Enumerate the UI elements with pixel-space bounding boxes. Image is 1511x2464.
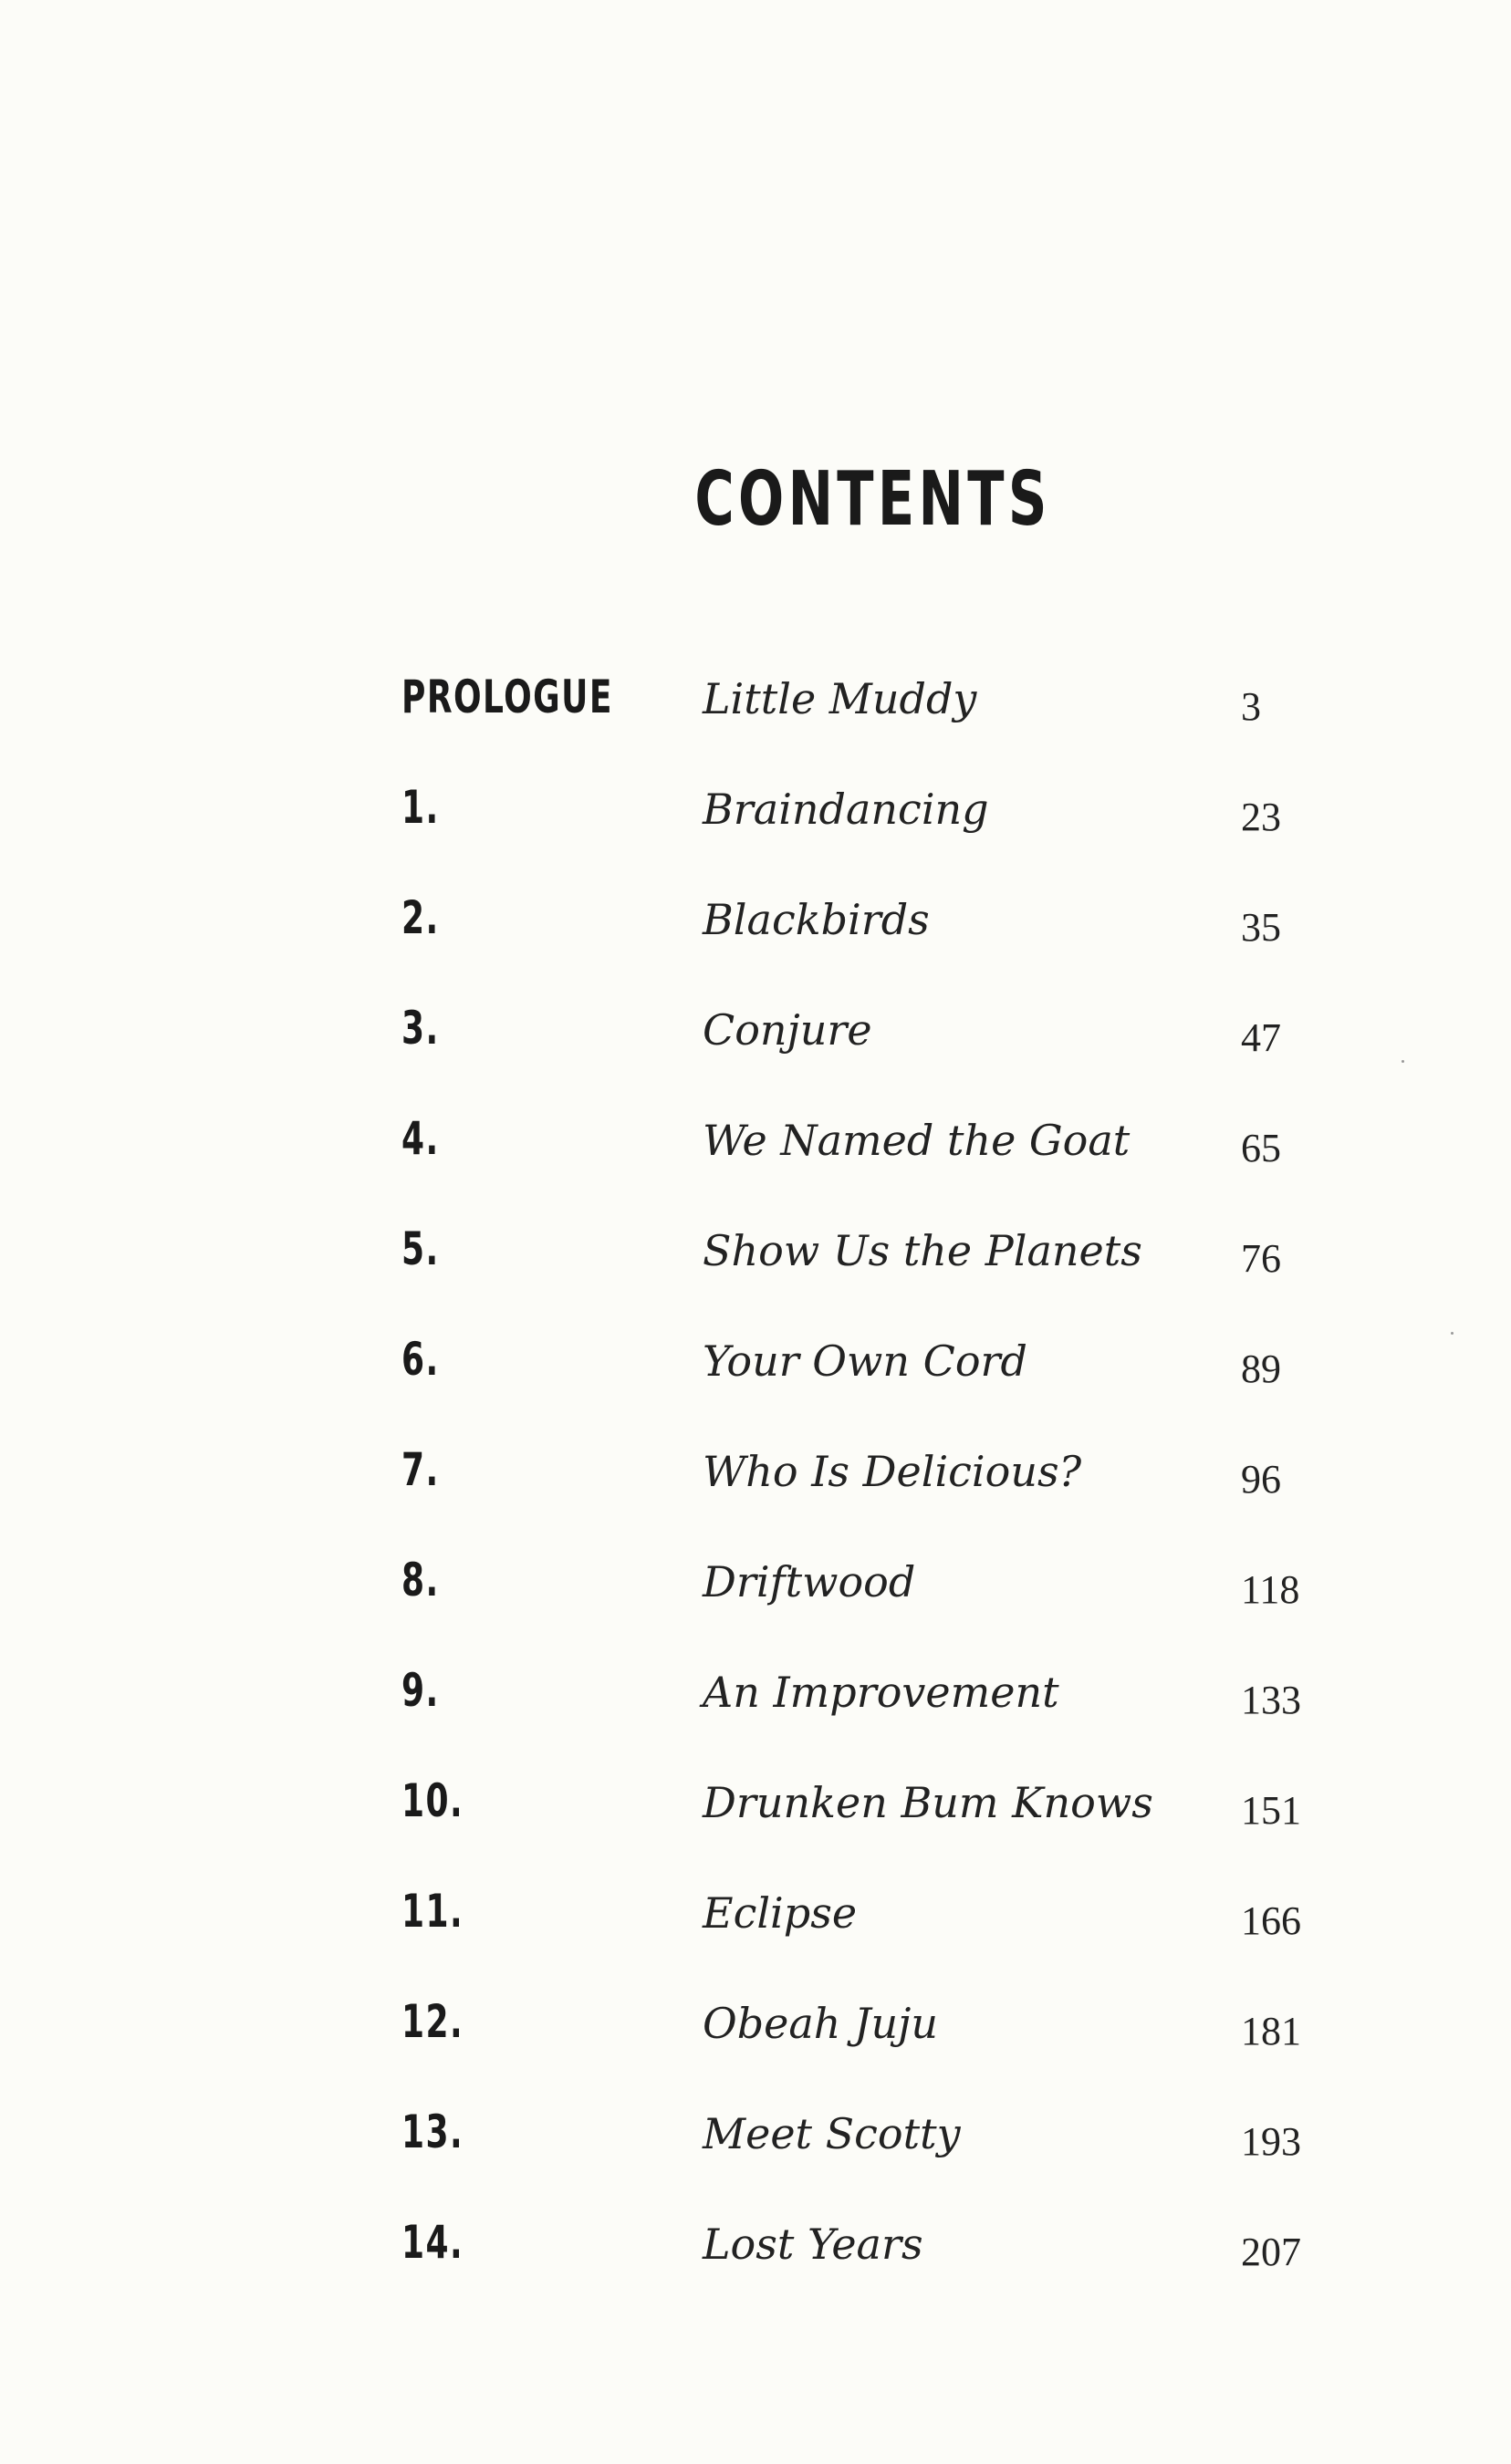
scan-speck: [1451, 1332, 1454, 1335]
page-number: 207: [1241, 2230, 1301, 2274]
chapter-title: Show Us the Planets: [703, 1226, 1142, 1275]
page-number: 47: [1241, 1015, 1281, 1060]
toc-row: [0, 891, 1511, 1002]
chapter-title: Obeah Juju: [703, 1999, 939, 2048]
chapter-title: Braindancing: [703, 785, 989, 834]
chapter-title: Your Own Cord: [703, 1336, 1027, 1386]
chapter-number: 3.: [401, 1002, 440, 1055]
table-of-contents: [0, 671, 1511, 2326]
chapter-title: Little Muddy: [703, 674, 977, 723]
chapter-title: Driftwood: [703, 1557, 916, 1606]
chapter-number: 12.: [401, 1995, 464, 2048]
toc-row: [0, 781, 1511, 891]
chapter-number: 1.: [401, 781, 440, 834]
chapter-number: 11.: [401, 1885, 464, 1938]
chapter-title: Conjure: [703, 1005, 872, 1055]
page-number: 35: [1241, 905, 1281, 950]
chapter-title: An Improvement: [703, 1668, 1059, 1717]
page-number: 23: [1241, 795, 1281, 839]
scan-speck: [1402, 1060, 1404, 1063]
toc-row: [0, 1885, 1511, 1995]
toc-row: [0, 1774, 1511, 1885]
page-number: 3: [1241, 684, 1261, 729]
toc-row: [0, 1995, 1511, 2105]
page-number: 166: [1241, 1898, 1301, 1943]
chapter-number: 6.: [401, 1333, 440, 1386]
toc-row: [0, 1554, 1511, 1664]
chapter-title: Meet Scotty: [703, 2109, 961, 2158]
chapter-title: Drunken Bum Knows: [703, 1778, 1153, 1827]
toc-row: [0, 1002, 1511, 1112]
chapter-number: 9.: [401, 1664, 440, 1717]
toc-row: [0, 1664, 1511, 1774]
page-number: 89: [1241, 1346, 1281, 1391]
chapter-title: Eclipse: [703, 1888, 858, 1938]
chapter-number: 2.: [401, 891, 440, 944]
chapter-number: PROLOGUE: [401, 671, 613, 723]
toc-row: [0, 2216, 1511, 2326]
page-number: 181: [1241, 2009, 1301, 2053]
chapter-number: 10.: [401, 1774, 464, 1827]
chapter-number: 4.: [401, 1112, 440, 1165]
page-number: 193: [1241, 2119, 1301, 2164]
toc-row: [0, 671, 1511, 781]
chapter-number: 5.: [401, 1222, 440, 1275]
toc-row: [0, 1112, 1511, 1222]
chapter-number: 13.: [401, 2105, 464, 2158]
page-title: CONTENTS: [694, 456, 1051, 543]
page-number: 96: [1241, 1457, 1281, 1502]
toc-row: [0, 2105, 1511, 2216]
page-number: 151: [1241, 1788, 1301, 1833]
chapter-title: Lost Years: [703, 2220, 923, 2269]
toc-row: [0, 1443, 1511, 1554]
page-number: 65: [1241, 1126, 1281, 1170]
chapter-number: 7.: [401, 1443, 440, 1496]
chapter-number: 8.: [401, 1554, 440, 1606]
toc-row: [0, 1333, 1511, 1443]
page-number: 133: [1241, 1678, 1301, 1722]
chapter-number: 14.: [401, 2216, 464, 2269]
chapter-title: Blackbirds: [703, 895, 930, 944]
chapter-title: We Named the Goat: [703, 1116, 1131, 1165]
chapter-title: Who Is Delicious?: [703, 1447, 1082, 1496]
toc-row: [0, 1222, 1511, 1333]
page-number: 76: [1241, 1236, 1281, 1281]
page-number: 118: [1241, 1567, 1300, 1612]
